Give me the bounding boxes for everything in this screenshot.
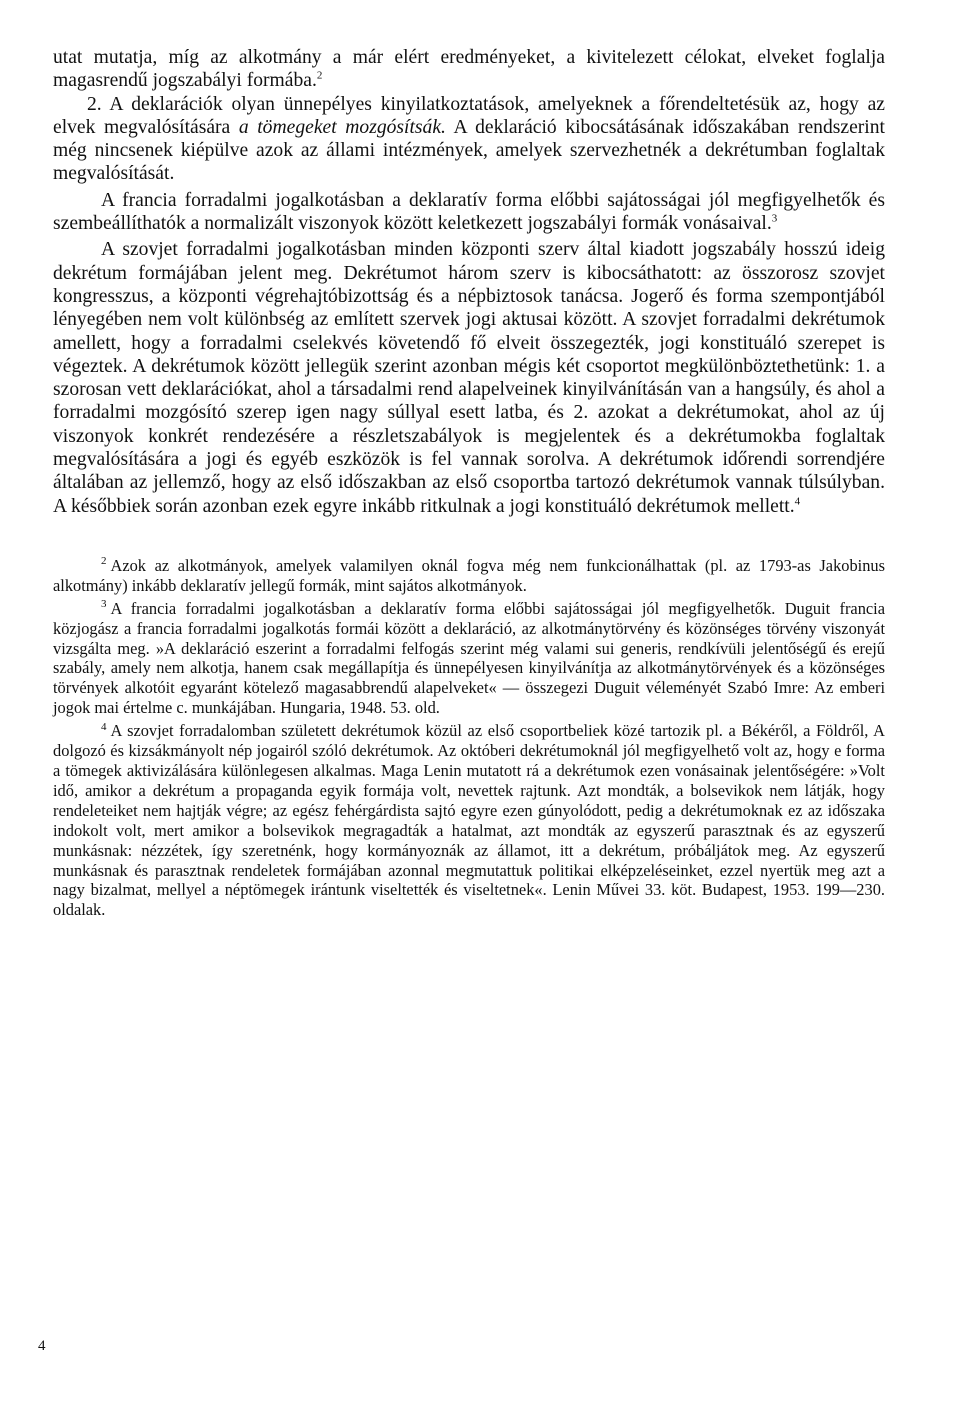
footnote-ref-3[interactable]: 3 [771,212,778,225]
main-text [53,46,885,518]
footnote-ref-2[interactable]: 2 [316,69,323,82]
footnote-4 [53,721,885,920]
emphasis-mobilize: a tömegeket mozgósítsák. [238,116,446,138]
footnote-text: Azok az alkotmányok, amelyek valamilyen oknál fogva még nem funkcionálhattak (pl. az 1793-as Jakobinus alkotmány) inkább deklaratív jellegű formák, mint sajátos alkotmányok. [53,555,885,595]
footnote-2 [53,556,885,596]
footnote-3 [53,599,885,718]
footnotes [53,556,885,920]
paragraph-4 [53,238,885,518]
footnote-number: 3 [101,598,107,611]
paragraph-2-text-a: 2. A deklarációk olyan ünnepélyes kinyilatkoztatások, amelyeknek a főrendeltetésük az, hogy az elvek megvalósítására [53,93,885,138]
paragraph-1 [53,46,885,93]
paragraph-2 [53,93,885,186]
paragraph-4-text: A szovjet forradalmi jogalkotásban minden központi szerv által kiadott jogszabály hosszú ideig dekrétum formájában jelent meg. Dekrétumot három szerv is kibocsáthatott: az összorosz szovjet kongresszus, a központi végrehajtóbizottság és a népbiztosok tanácsa. Jogerő és forma szempontjából lényegében nem volt különbség az említett szervek jogi aktusai között. A szovjet forradalmi dekrétumok amellett, hogy a forradalmi cselekvés követendő fő elveit összegezték, jogi konstituáló szerepet is végeztek. A dekrétumok között jellegük szerint azonban mégis két csoportot megkülönböztethetünk: 1. a szorosan vett deklarációkat, ahol a társadalmi rend alapelveinek kinyilvánításán van a hangsúly, és ahol a forradalmi mozgósító szerep igen nagy súllyal esett latba, és 2. azokat a dekrétumokat, ahol az új viszonyok konkrét rendezésére a részletszabályok is megjelentek és a dekrétumokba foglaltak megvalósítására a jogi és egyéb eszközök is fel vannak sorolva. A dekrétumok időrendi sorrendjére általában az jellemző, hogy az első időszakban az első csoportba tartozó dekrétumok vannak túlsúlyban. A későbbiek során azonban ezek egyre inkább ritkulnak a jogi konstituáló dekrétumok mellett. [53,239,885,517]
footnote-number: 2 [101,555,107,568]
paragraph-1-text: utat mutatja, míg az alkotmány a már elért eredményeket, a kivitelezett célokat, elveket foglalja magasrendű jogszabályi formába. [53,47,885,92]
footnote-text: A francia forradalmi jogalkotásban a deklaratív forma előbbi sajátosságai jól megfigyelhetők. Duguit francia közjogász a francia forradalmi jogalkotás formái között a deklaráció, az alkotmánytörvény és közönséges törvény viszonyát vizsgálta meg. »A deklaráció eszerint a forradalmi felfogás szerint még valami sui generis, rendkívüli jelentőségű és erejű szabály, amely nem alkotja, hanem csak megállapítja és ünnepélyesen kinyilvánítja az alkotmánytörvények és a közönséges törvények alkotóit egyaránt kötelező magasabbrendű alapelveket« — összegezi Duguit véleményét Szabó Imre: Az emberi jogok mai értelme c. munkájában. Hungaria, 1948. 53. old. [53,598,885,718]
footnote-text: A szovjet forradalomban született dekrétumok közül az első csoportbeliek közé tartozik pl. a Békéről, a Földről, A dolgozó és kizsákmányolt nép jogairól szóló dekrétumok. Az októberi dekrétumoknál jól megfigyelhető volt az, hogy e forma a tömegek aktivizálására különlegesen alkalmas. Maga Lenin mutatott rá a dekrétumok ezen vonásainak jelentőségére: »Volt idő, amikor a dekrétum a propaganda egyik formája volt, nevettek rajtunk. Azt mondták, a bolsevikok nem látják, hogy rendeleteiket nem hajtják végre; az egész fehérgárdista sajtó egyre ezen gúnyolódott, pedig a dekrétumoknak ez az időszaka indokolt volt, mert amikor a bolsevikok megragadták a hatalmat, azt mondták az egyszerű parasztnak és az egyszerű munkásnak: nézzétek, így szeretnénk, hogy kormányoznák az államot, itt a dekrétum, próbáljátok meg. Az egyszerű munkásnak és parasztnak rendeletek formájában azonnal megmutattuk politikai elképzeléseinket, ezzel nyertük meg azt a nagy bizalmat, mellyel a néptömegek irántunk viseltették és viseltetnek«. Lenin Művei 33. köt. Budapest, 1953. 199—230. oldalak. [53,721,885,920]
footnote-ref-4[interactable]: 4 [794,495,801,508]
document-page [53,46,885,923]
paragraph-3 [53,189,885,236]
paragraph-3-text: A francia forradalmi jogalkotásban a deklaratív forma előbbi sajátosságai jól megfigyelhetők és szembeállíthatók a normalizált viszonyok között keletkezett jogszabályi formák vonásaival. [53,189,885,235]
footnote-number: 4 [101,720,107,733]
paragraph-2-text-b: A deklaráció kibocsátásának időszakában rendszerint még nincsenek kiépülve azok az állami intézmények, amelyek szervezhetnék a dekrétumban foglaltak megvalósítását. [53,116,885,185]
page-number: 4 [38,1338,46,1354]
